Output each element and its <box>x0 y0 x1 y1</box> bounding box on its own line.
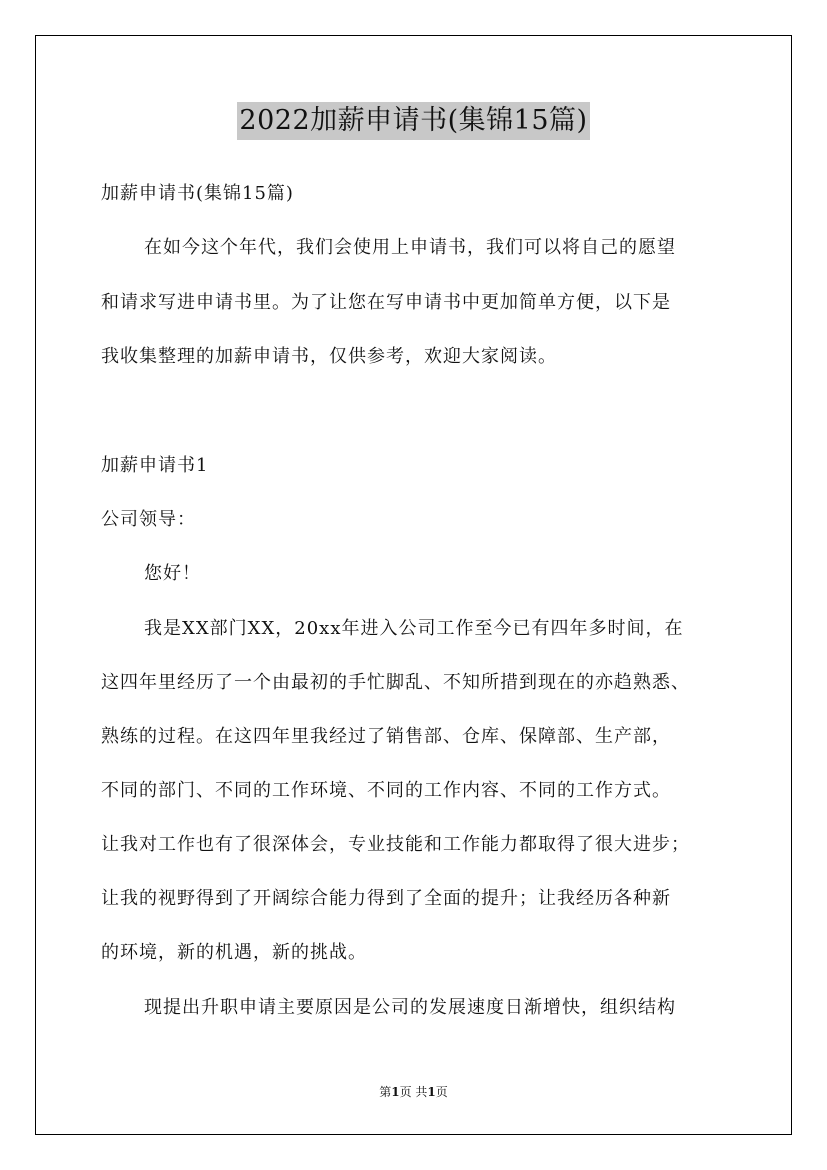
footer-page-prefix: 第 <box>379 1085 392 1099</box>
footer-page-number: 1 <box>391 1085 400 1099</box>
body-line-2: 这四年里经历了一个由最初的手忙脚乱、不知所措到现在的亦趋熟悉、 <box>101 672 690 693</box>
body-line-1: 我是XX部门XX，20xx年进入公司工作至今已有四年多时间，在 <box>144 618 684 639</box>
subtitle: 加薪申请书(集锦15篇) <box>101 183 294 204</box>
intro-line-1: 在如今这个年代，我们会使用上申请书，我们可以将自己的愿望 <box>144 237 676 258</box>
page-footer <box>0 1084 827 1100</box>
footer-total-pages: 1 <box>427 1085 436 1099</box>
salutation: 公司领导： <box>101 509 196 530</box>
title-container <box>0 102 827 140</box>
body-line-3: 熟练的过程。在这四年里我经过了销售部、仓库、保障部、生产部， <box>101 726 671 747</box>
body2-line-1: 现提出升职申请主要原因是公司的发展速度日渐增快，组织结构 <box>144 997 676 1018</box>
document-title: 2022加薪申请书(集锦15篇) <box>237 102 589 140</box>
body-line-5: 让我对工作也有了很深体会，专业技能和工作能力都取得了很大进步； <box>101 834 690 855</box>
body-line-7: 的环境，新的机遇，新的挑战。 <box>101 942 367 963</box>
greeting: 您好！ <box>144 563 201 584</box>
body-line-6: 让我的视野得到了开阔综合能力得到了全面的提升；让我经历各种新 <box>101 888 671 909</box>
section-heading: 加薪申请书1 <box>101 455 209 476</box>
footer-page-suffix: 页 <box>435 1085 448 1099</box>
footer-page-mid: 页 共 <box>399 1085 428 1099</box>
body-line-4: 不同的部门、不同的工作环境、不同的工作内容、不同的工作方式。 <box>101 780 671 801</box>
intro-line-2: 和请求写进申请书里。为了让您在写申请书中更加简单方便，以下是 <box>101 292 671 313</box>
intro-line-3: 我收集整理的加薪申请书，仅供参考，欢迎大家阅读。 <box>101 346 557 367</box>
